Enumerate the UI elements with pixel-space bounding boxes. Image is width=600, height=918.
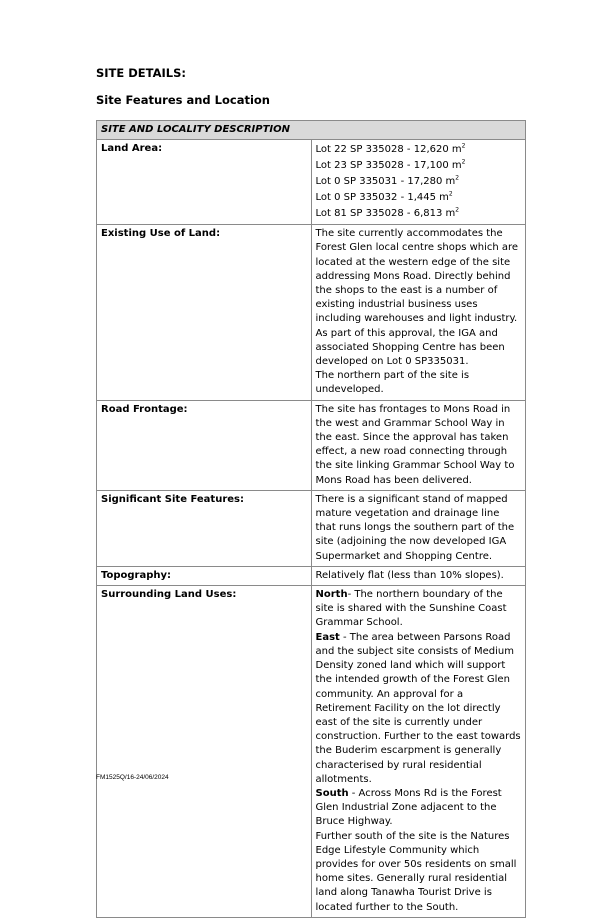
surrounding-east: East - The area between Parsons Road and the subject site consists of Medium Density zoned land which will support the intended growth of the Forest Glen community. An approval for a Retirement Facility on the lot directly east of the site is currently under construction. Further to the east towards the Buderim escarpment is generally characterised by rural residential allotments. bbox=[315, 631, 521, 785]
road-frontage-label: Road Frontage: bbox=[97, 400, 312, 490]
table-row-significant-features bbox=[97, 490, 526, 566]
significant-features-value: There is a significant stand of mapped mature vegetation and drainage line that runs longs the southern part of the site (adjoining the now developed IGA Supermarket and Shopping Centre. bbox=[311, 490, 526, 566]
existing-use-value bbox=[311, 225, 526, 400]
surrounding-south: South - Across Mons Rd is the Forest Glen Industrial Zone adjacent to the Bruce Highway. bbox=[315, 787, 502, 828]
topography-value: Relatively flat (less than 10% slopes). bbox=[311, 566, 526, 585]
lot-line: Lot 0 SP 335031 - 17,280 $m^2$ bbox=[315, 174, 460, 188]
page-heading: SITE DETAILS: bbox=[96, 66, 187, 80]
surrounding-value bbox=[311, 586, 526, 918]
significant-features-label: Significant Site Features: bbox=[97, 490, 312, 566]
existing-use-text-2: As part of this approval, the IGA and associated Shopping Centre has been developed on Lot 0 SP335031. bbox=[315, 327, 505, 368]
table-row-surrounding bbox=[97, 586, 526, 918]
surrounding-label: Surrounding Land Uses: bbox=[97, 586, 312, 918]
section-subheading: Site Features and Location bbox=[96, 93, 270, 107]
table-row-existing-use bbox=[97, 225, 526, 400]
form-code-footer: FM1525Q/16-24/06/2024 bbox=[96, 774, 169, 781]
land-area-value bbox=[311, 140, 526, 225]
existing-use-label: Existing Use of Land: bbox=[97, 225, 312, 400]
table-header: SITE AND LOCALITY DESCRIPTION bbox=[97, 121, 526, 140]
table-row-road-frontage bbox=[97, 400, 526, 490]
table-row-topography bbox=[97, 566, 526, 585]
surrounding-north: North- The northern boundary of the site is shared with the Sunshine Coast Grammar School. bbox=[315, 589, 507, 629]
surrounding-further-south: Further south of the site is the Natures Edge Lifestyle Community which provides for over 50s residents on small home sites. Generally rural residential land along Tanawha Tourist Drive is located further to the South. bbox=[315, 830, 517, 913]
topography-label: Topography: bbox=[97, 566, 312, 585]
existing-use-text: The site currently accommodates the Forest Glen local centre shops which are located at the western edge of the site addressing Mons Road. Directly behind the shops to the east is a number of existing industrial business uses including warehouses and light industry. bbox=[315, 228, 519, 325]
existing-use-text-3: The northern part of the site is undeveloped. bbox=[315, 370, 470, 396]
table-header-row bbox=[97, 121, 526, 140]
lot-line: Lot 22 SP 335028 - 12,620 $m^2$ bbox=[315, 142, 466, 156]
lot-line: Lot 23 SP 335028 - 17,100 $m^2$ bbox=[315, 158, 466, 172]
lot-line: Lot 81 SP 335028 - 6,813 $m^2$ bbox=[315, 206, 460, 220]
lot-line: Lot 0 SP 335032 - 1,445 $m^2$ bbox=[315, 190, 453, 204]
land-area-label: Land Area: bbox=[97, 140, 312, 225]
table-row-land-area bbox=[97, 140, 526, 225]
road-frontage-value: The site has frontages to Mons Road in the west and Grammar School Way in the east. Since the approval has taken effect, a new road connecting through the site linking Grammar School Way to Mons Road has been delivered. bbox=[311, 400, 526, 490]
site-locality-table bbox=[96, 120, 526, 918]
